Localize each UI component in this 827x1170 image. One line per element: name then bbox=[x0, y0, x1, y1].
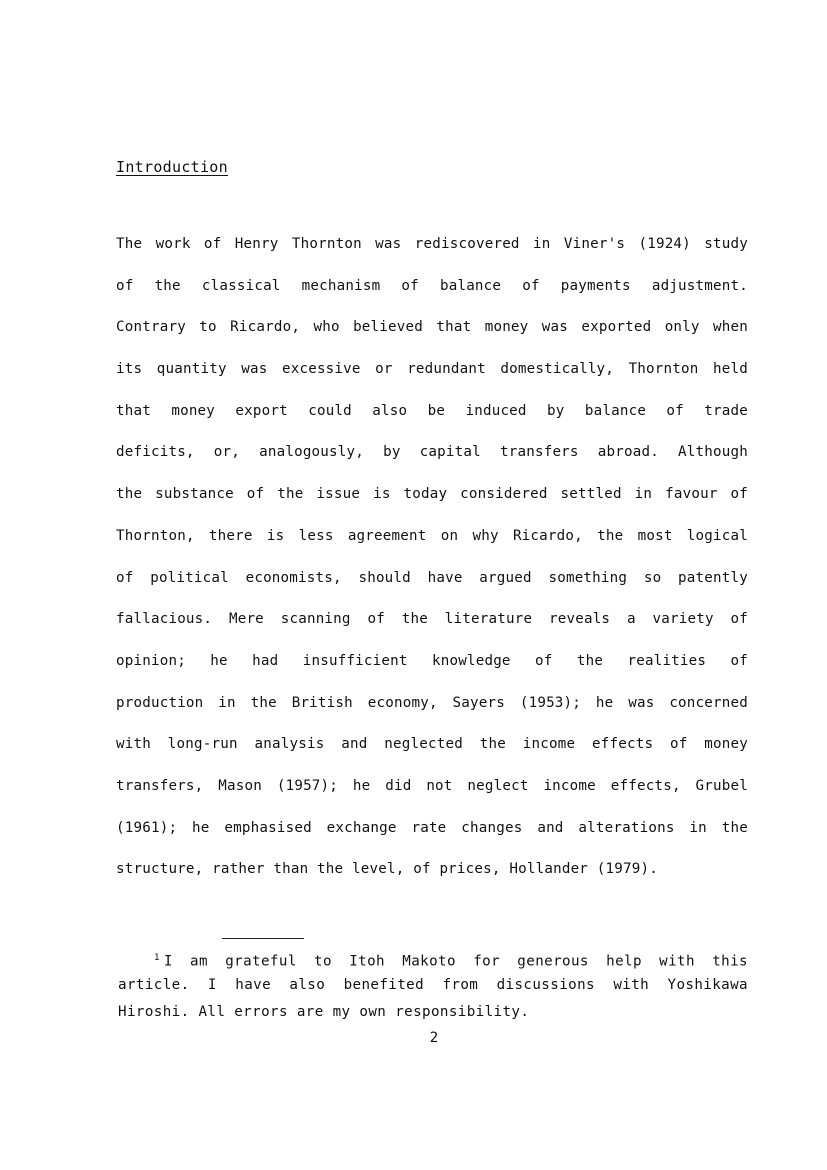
body-line: structure, rather than the level, of prices, Hollander (1979). bbox=[116, 861, 658, 878]
body-line: deficits, or, analogously, by capital transfers abroad. Although bbox=[116, 444, 748, 461]
body-line: the substance of the issue is today considered settled in favour of bbox=[116, 486, 748, 503]
body-line: fallacious. Mere scanning of the literature reveals a variety of bbox=[116, 611, 748, 628]
body-line: Contrary to Ricardo, who believed that money was exported only when bbox=[116, 319, 748, 336]
footnote-line: Hiroshi. All errors are my own responsibility. bbox=[118, 1004, 530, 1020]
section-heading: Introduction bbox=[116, 158, 228, 176]
body-line: (1961); he emphasised exchange rate changes and alterations in the bbox=[116, 819, 748, 836]
body-line: of political economists, should have argued something so patently bbox=[116, 569, 748, 586]
footnote bbox=[118, 946, 748, 1027]
body-line: with long-run analysis and neglected the income effects of money bbox=[116, 736, 748, 753]
body-line: its quantity was excessive or redundant domestically, Thornton held bbox=[116, 361, 748, 378]
body-line: Thornton, there is less agreement on why Ricardo, the most logical bbox=[116, 527, 748, 544]
body-line: opinion; he had insufficient knowledge of the realities of bbox=[116, 652, 748, 669]
footnote-line bbox=[118, 946, 748, 973]
footnote-line: article. I have also benefited from discussions with Yoshikawa bbox=[118, 977, 748, 993]
footnote-separator bbox=[222, 938, 304, 939]
body-line: of the classical mechanism of balance of payments adjustment. bbox=[116, 277, 748, 294]
body-line: production in the British economy, Sayers (1953); he was concerned bbox=[116, 694, 748, 711]
page-number: 2 bbox=[429, 1030, 439, 1046]
body-line: The work of Henry Thornton was rediscovered in Viner's (1924) study bbox=[116, 236, 748, 252]
body-paragraph bbox=[116, 232, 748, 899]
footnote-line-text: I am grateful to Itoh Makoto for generous help with this bbox=[163, 953, 748, 970]
body-line: transfers, Mason (1957); he did not neglect income effects, Grubel bbox=[116, 777, 748, 794]
body-line: that money export could also be induced by balance of trade bbox=[116, 402, 748, 419]
footnote-marker: 1 bbox=[154, 953, 160, 963]
